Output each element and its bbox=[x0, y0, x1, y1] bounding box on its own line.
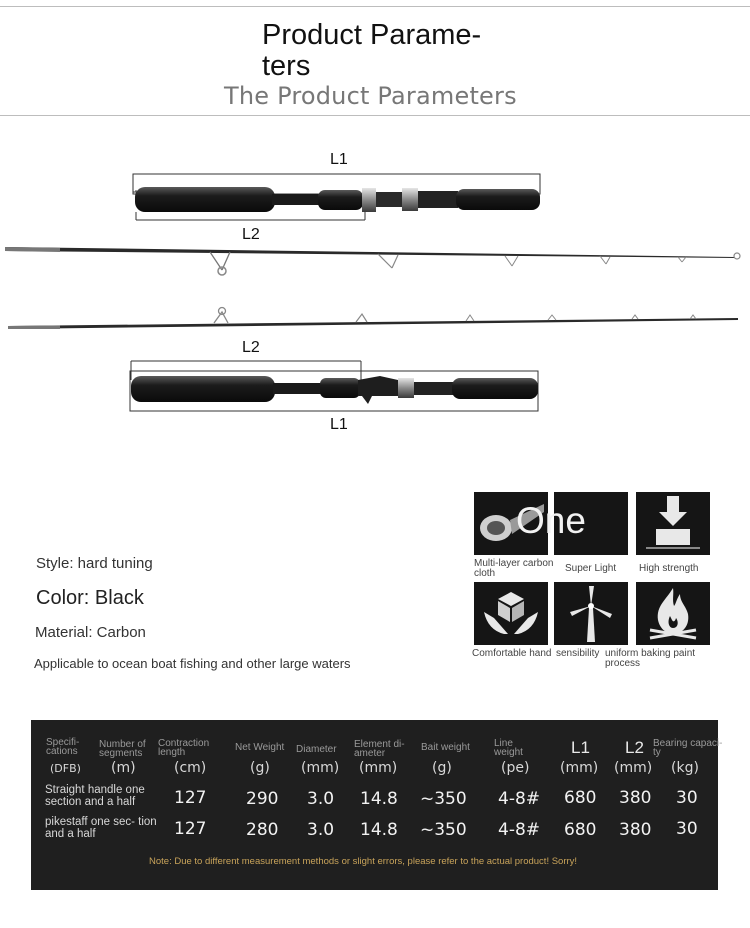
hands-box-icon bbox=[474, 582, 548, 645]
strength-caption: High strength bbox=[639, 563, 699, 574]
unit-diameter: (mm) bbox=[301, 760, 340, 776]
cell-l1: 680 bbox=[564, 820, 597, 840]
cell-l1: 680 bbox=[564, 788, 597, 808]
spinning-handle bbox=[133, 174, 540, 220]
cell-element: 14.8 bbox=[360, 789, 398, 809]
unit-line: (pe) bbox=[501, 760, 530, 776]
unit-bearing: (kg) bbox=[671, 760, 699, 776]
header-diameter: Diameter bbox=[296, 744, 337, 755]
header-divider bbox=[0, 115, 750, 116]
casting-l1-label: L1 bbox=[330, 416, 348, 433]
unit-l2: (mm) bbox=[614, 760, 653, 776]
one-text: One bbox=[516, 500, 586, 541]
page-subtitle: The Product Parameters bbox=[224, 82, 517, 110]
disclaimer-note: Note: Due to different measurement methods or slight errors, please refer to the actual product! Sorry! bbox=[149, 856, 578, 867]
flame-icon bbox=[636, 582, 710, 645]
unit-segments: (m) bbox=[111, 760, 136, 776]
header-bait: Bait weight bbox=[421, 742, 470, 753]
wind-turbine-icon bbox=[554, 582, 628, 645]
spec-table bbox=[31, 720, 723, 890]
top-divider bbox=[0, 6, 750, 7]
header-spec: Specifi- cations bbox=[46, 737, 80, 757]
baking-caption: uniform baking paint process bbox=[605, 648, 696, 669]
header-l2: L2 bbox=[625, 738, 644, 757]
header-element: Element di- ameter bbox=[354, 739, 405, 759]
header-contraction: Contraction length bbox=[158, 738, 210, 758]
cell-bearing: 30 bbox=[676, 788, 698, 808]
row-name: Straight handle one section and a half bbox=[45, 784, 145, 808]
superlight-caption: Super Light bbox=[565, 563, 617, 574]
cell-weight: 280 bbox=[246, 820, 279, 840]
material-text: Material: Carbon bbox=[35, 624, 146, 641]
unit-bait: (g) bbox=[432, 760, 452, 776]
header-line: Line weight bbox=[494, 738, 523, 758]
style-text: Style: hard tuning bbox=[36, 555, 153, 572]
header-segments: Number of segments bbox=[99, 739, 146, 759]
unit-weight: (g) bbox=[250, 760, 270, 776]
page-title: Product Parame- ters bbox=[262, 19, 482, 82]
cell-bait: ~350 bbox=[420, 789, 467, 809]
row-name: pikestaff one sec- tion and a half bbox=[45, 816, 157, 840]
cell-bait: ~350 bbox=[420, 820, 467, 840]
casting-handle bbox=[130, 361, 538, 411]
unit-element: (mm) bbox=[359, 760, 398, 776]
cell-l2: 380 bbox=[619, 820, 652, 840]
sensibility-caption: sensibility bbox=[556, 648, 600, 659]
comfort-caption: Comfortable hand bbox=[472, 648, 552, 659]
cell-element: 14.8 bbox=[360, 820, 398, 840]
header-bearing: Bearing capaci- ty bbox=[653, 738, 723, 758]
cell-diameter: 3.0 bbox=[307, 820, 335, 840]
unit-contraction: (cm) bbox=[174, 760, 207, 776]
header-weight: Net Weight bbox=[235, 742, 285, 753]
casting-l2-label: L2 bbox=[242, 339, 260, 356]
casting-blank bbox=[8, 308, 738, 330]
color-text: Color: Black bbox=[36, 587, 144, 609]
spinning-l2-label: L2 bbox=[242, 226, 260, 243]
arrow-down-press-icon bbox=[636, 492, 710, 555]
header-l1: L1 bbox=[571, 738, 590, 757]
cell-weight: 290 bbox=[246, 789, 279, 809]
applicable-text: Applicable to ocean boat fishing and other large waters bbox=[34, 656, 351, 671]
cell-contraction: 127 bbox=[174, 819, 207, 839]
rod-diagram bbox=[0, 140, 750, 440]
cell-line: 4-8# bbox=[498, 789, 541, 809]
cell-diameter: 3.0 bbox=[307, 789, 335, 809]
multilayer-caption: Multi-layer carbon cloth bbox=[474, 558, 554, 579]
cell-line: 4-8# bbox=[498, 820, 541, 840]
cell-bearing: 30 bbox=[676, 819, 698, 839]
unit-l1: (mm) bbox=[560, 760, 599, 776]
cell-contraction: 127 bbox=[174, 788, 207, 808]
spinning-l1-label: L1 bbox=[330, 151, 348, 168]
cell-l2: 380 bbox=[619, 788, 652, 808]
unit-spec: (DFB) bbox=[50, 762, 81, 775]
spinning-blank bbox=[5, 247, 740, 275]
